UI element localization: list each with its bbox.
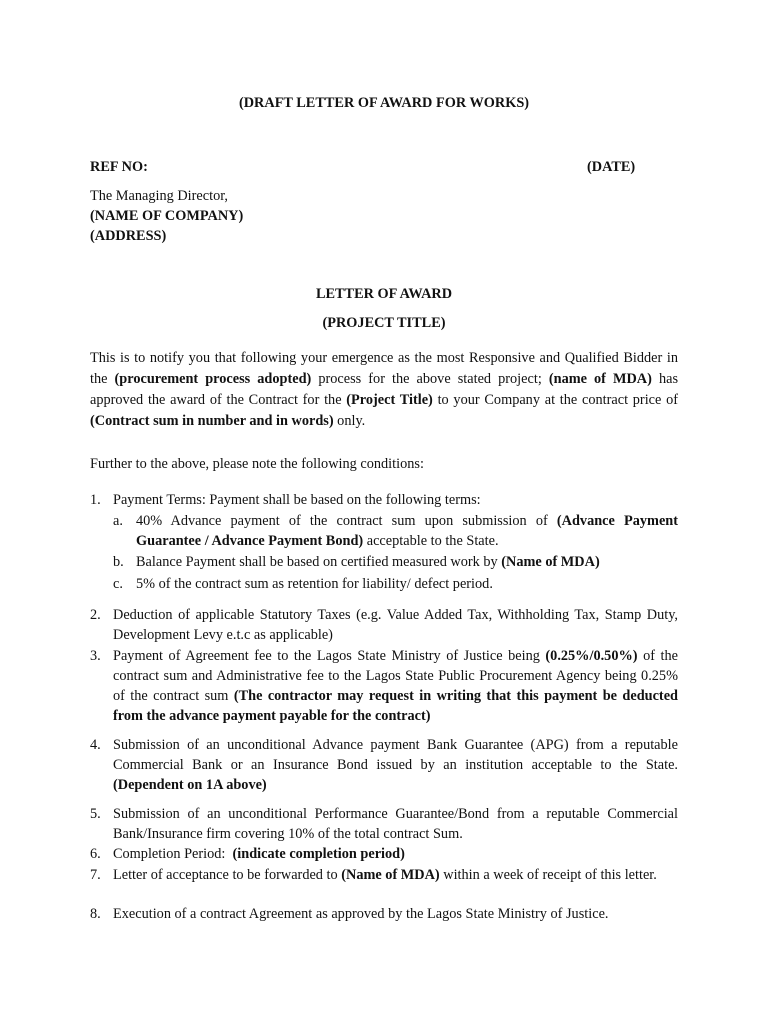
condition-1-text: Payment Terms: Payment shall be based on the following terms: xyxy=(113,492,481,508)
conditions-intro: Further to the above, please note the following conditions: xyxy=(90,456,424,472)
condition-1b-text: Balance Payment shall be based on certified measured work by (Name of MDA) xyxy=(136,554,600,570)
condition-7-text: Letter of acceptance to be forwarded to (Name of MDA) within a week of receipt of this letter. xyxy=(113,867,657,883)
list-number: 4. xyxy=(90,737,101,753)
list-number: 1. xyxy=(90,492,101,508)
letter-heading: LETTER OF AWARD xyxy=(315,286,453,302)
condition-8-text: Execution of a contract Agreement as approved by the Lagos State Ministry of Justice. xyxy=(113,906,609,922)
list-number: 3. xyxy=(90,648,101,664)
recipient-company: (NAME OF COMPANY) xyxy=(90,208,244,224)
list-number: 2. xyxy=(90,607,101,623)
document-title: (DRAFT LETTER OF AWARD FOR WORKS) xyxy=(238,95,530,111)
recipient-title: The Managing Director, xyxy=(90,188,228,204)
list-number: 6. xyxy=(90,846,101,862)
sublist-letter: b. xyxy=(113,554,124,570)
condition-2-text: Deduction of applicable Statutory Taxes (e.g. Value Added Tax, Withholding Tax, Stamp Duty, Development Levy e.t.c as applicable) xyxy=(113,607,678,643)
condition-1a-text: 40% Advance payment of the contract sum upon submission of (Advance Payment Guarantee / Advance Payment Bond) acceptable to the State. xyxy=(136,513,678,549)
condition-1c-text: 5% of the contract sum as retention for liability/ defect period. xyxy=(136,576,493,592)
condition-6-text: Completion Period: (indicate completion period) xyxy=(113,846,405,862)
ref-no-label: REF NO: xyxy=(90,159,148,175)
date-label: (DATE) xyxy=(587,159,636,175)
sublist-letter: c. xyxy=(113,576,123,592)
list-number: 8. xyxy=(90,906,101,922)
condition-4-text: Submission of an unconditional Advance payment Bank Guarantee (APG) from a reputable Commercial Bank or an Insurance Bond issued by an institution acceptable to the State. (Dependent on 1A above) xyxy=(113,737,678,793)
sublist-letter: a. xyxy=(113,513,123,529)
project-title: (PROJECT TITLE) xyxy=(322,315,446,331)
list-number: 7. xyxy=(90,867,101,883)
intro-paragraph: This is to notify you that following your emergence as the most Responsive and Qualified Bidder in the (procurement process adopted) process for the above stated project; (name of MDA) has approved the award of the Contract for the (Project Title) to your Company at the contract price of (Contract sum in number and in words) only. xyxy=(90,350,679,429)
condition-5-text: Submission of an unconditional Performance Guarantee/Bond from a reputable Commercial Bank/Insurance firm covering 10% of the total contract Sum. xyxy=(113,806,678,842)
condition-3-text: Payment of Agreement fee to the Lagos State Ministry of Justice being (0.25%/0.50%) of the contract sum and Administrative fee to the Lagos State Public Procurement Agency being 0.25% of the contract sum (The contractor may request in writing that this payment be deducted from the advance payment payable for the contract) xyxy=(113,648,678,724)
list-number: 5. xyxy=(90,806,101,822)
recipient-address: (ADDRESS) xyxy=(90,228,167,244)
